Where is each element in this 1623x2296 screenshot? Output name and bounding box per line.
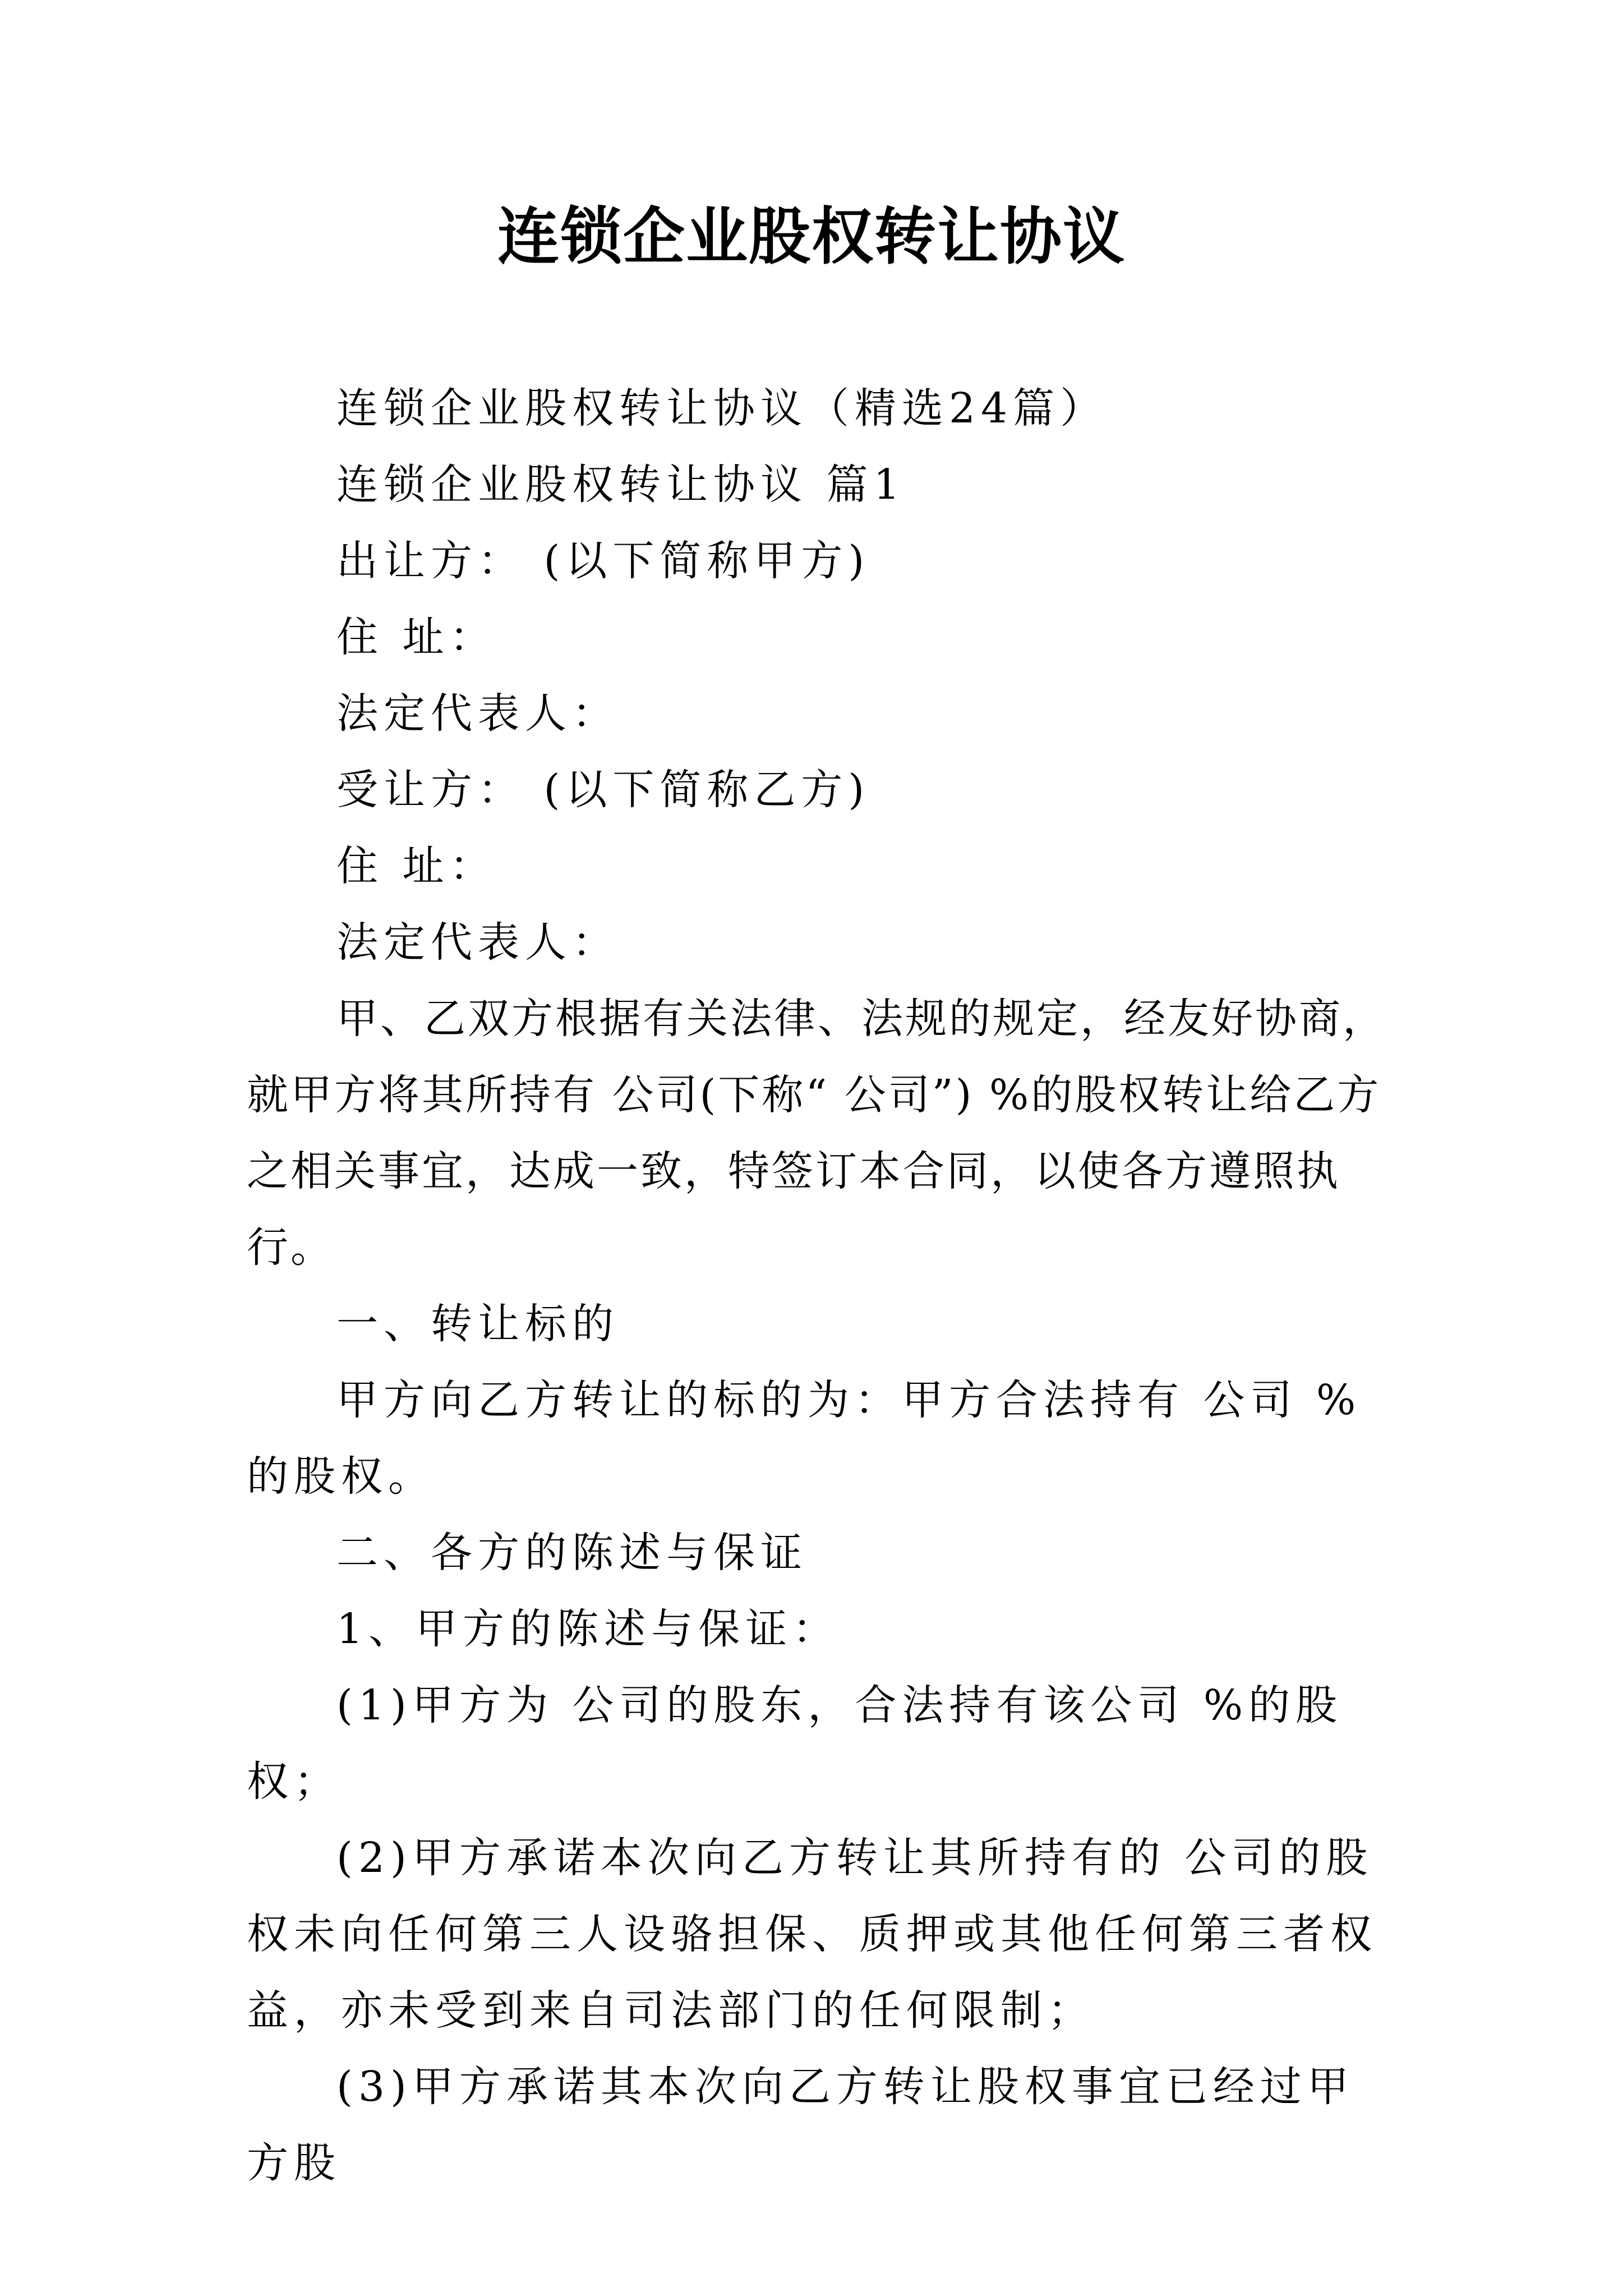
paragraph-subtitle: 连锁企业股权转让协议（精选24篇） bbox=[336, 384, 1108, 432]
paragraph-transferor-address: 住 址： bbox=[336, 613, 497, 661]
paragraph-transferee-address: 住 址： bbox=[336, 842, 497, 890]
paragraph-clause-1: (1)甲方为 公司的股东，合法持有该公司 %的股权； bbox=[247, 1681, 1343, 1806]
paragraph-section-2-heading: 二、各方的陈述与保证 bbox=[336, 1529, 808, 1577]
paragraph-preamble: 甲、乙双方根据有关法律、法规的规定，经友好协商，就甲方将其所持有 公司(下称“ 公司”) %的股权转让给乙方之相关事宜，达成一致，特签订本合同，以使各方遵照执行。 bbox=[247, 995, 1386, 1272]
paragraph-transferee-representative: 法定代表人： bbox=[336, 918, 619, 967]
paragraph-transferor: 出让方： (以下简称甲方) bbox=[336, 537, 870, 585]
paragraph-party-a-statements: 1、甲方的陈述与保证： bbox=[336, 1605, 840, 1653]
paragraph-clause-3: (3)甲方承诺其本次向乙方转让股权事宜已经过甲方股 bbox=[247, 2063, 1354, 2187]
paragraph-chapter-heading: 连锁企业股权转让协议 篇1 bbox=[336, 461, 906, 509]
document-title: 连锁企业股权转让协议 bbox=[497, 200, 1126, 273]
paragraph-clause-2: (2)甲方承诺本次向乙方转让其所持有的 公司的股权未向任何第三人设骆担保、质押或其他任何第三者权益，亦未受到来自司法部门的任何限制； bbox=[247, 1834, 1377, 2035]
paragraph-section-1-heading: 一、转让标的 bbox=[336, 1300, 619, 1348]
paragraph-section-1-body: 甲方向乙方转让的标的为：甲方合法持有 公司 %的股权。 bbox=[247, 1376, 1362, 1501]
document-body bbox=[247, 370, 1391, 2201]
paragraph-transferor-representative: 法定代表人： bbox=[336, 689, 619, 738]
paragraph-transferee: 受让方： (以下简称乙方) bbox=[336, 766, 870, 814]
